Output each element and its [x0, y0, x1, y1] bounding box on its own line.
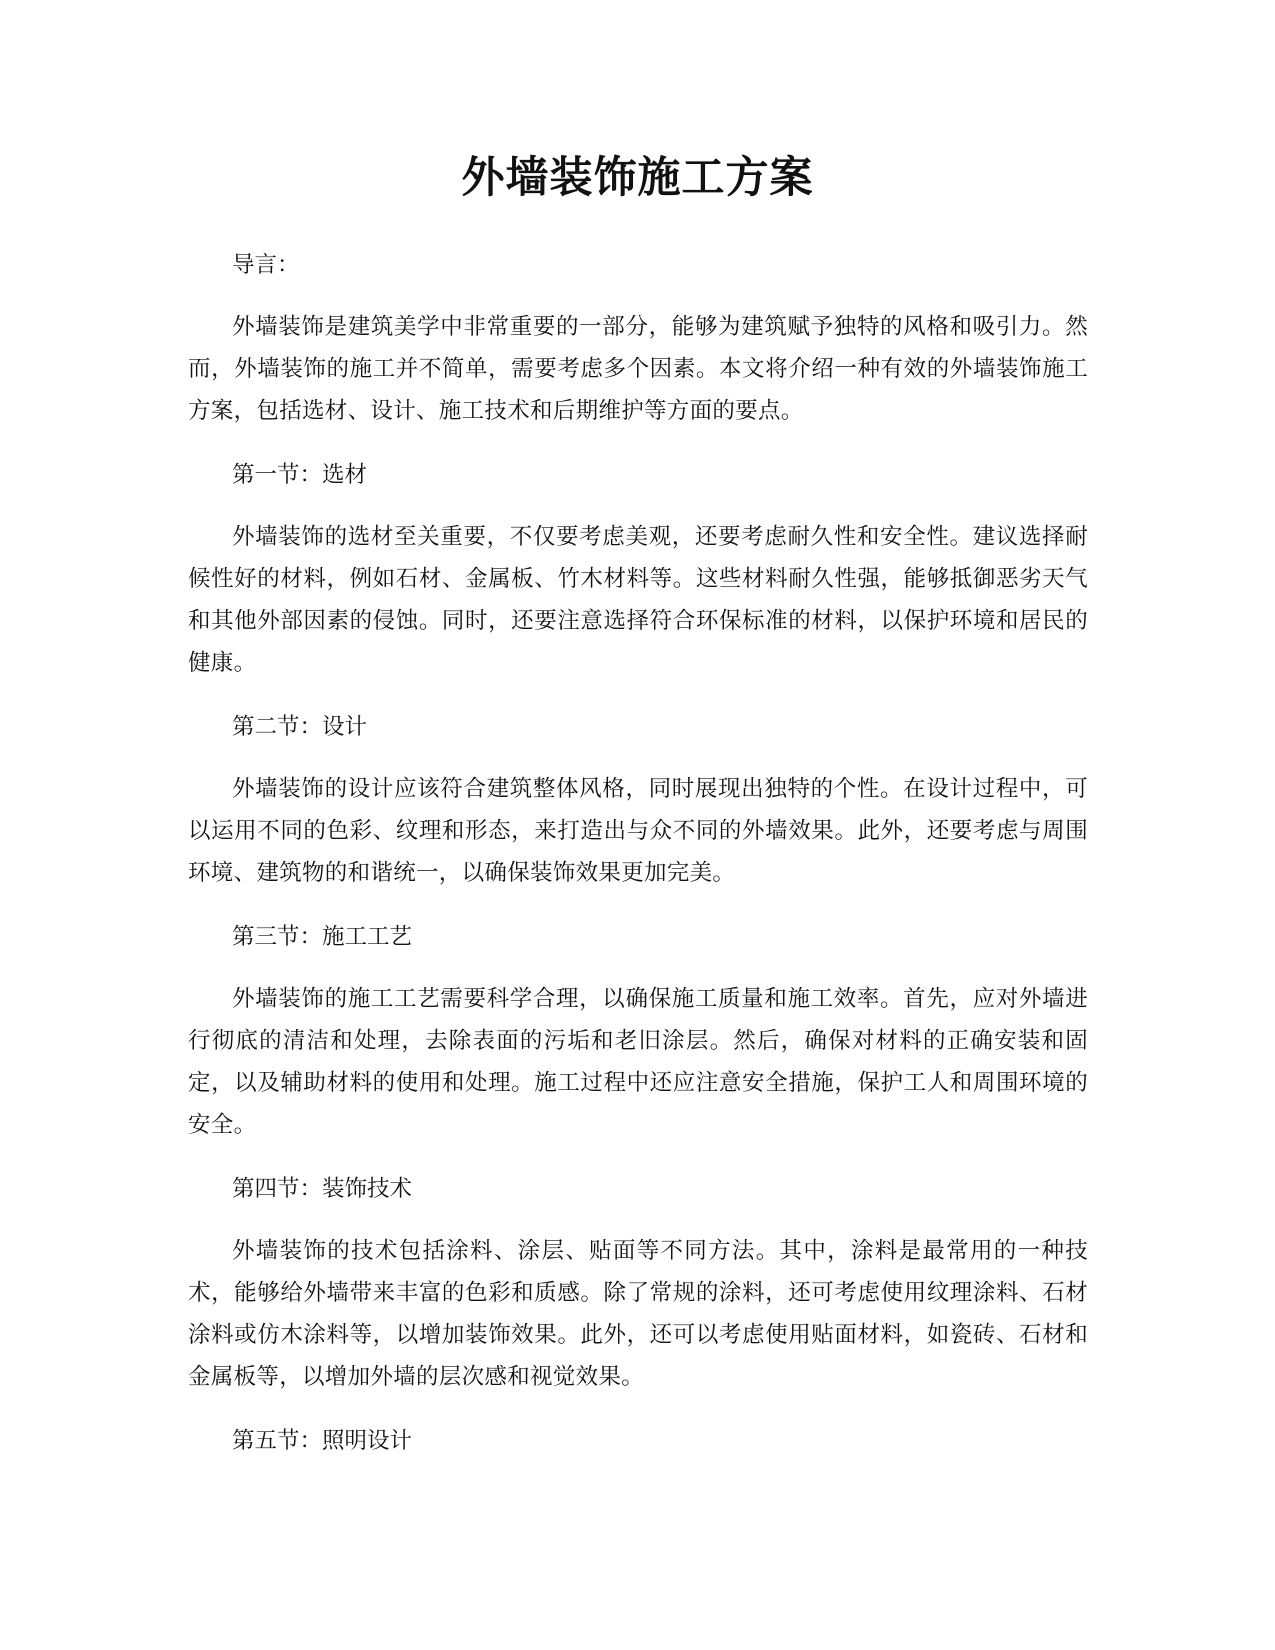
- section-heading-4: 第四节：装饰技术: [232, 1176, 413, 1202]
- section-paragraph-2: 外墙装饰的设计应该符合建筑整体风格，同时展现出独特的个性。在设计过程中，可以运用不同的色彩、纹理和形态，来打造出与众不同的外墙效果。此外，还要考虑与周围环境、建筑物的和谐统一，以确保装饰效果更加完美。: [188, 776, 1088, 886]
- document-title: 外墙装饰施工方案: [461, 153, 814, 203]
- section-heading-1: 第一节：选材: [232, 462, 368, 488]
- section-paragraph-4: 外墙装饰的技术包括涂料、涂层、贴面等不同方法。其中，涂料是最常用的一种技术，能够给外墙带来丰富的色彩和质感。除了常规的涂料，还可考虑使用纹理涂料、石材涂料或仿木涂料等，以增加装饰效果。此外，还可以考虑使用贴面材料，如瓷砖、石材和金属板等，以增加外墙的层次感和视觉效果。: [188, 1238, 1088, 1390]
- intro-heading: 导言：: [232, 252, 300, 278]
- intro-paragraph: 外墙装饰是建筑美学中非常重要的一部分，能够为建筑赋予独特的风格和吸引力。然而，外墙装饰的施工并不简单，需要考虑多个因素。本文将介绍一种有效的外墙装饰施工方案，包括选材、设计、施工技术和后期维护等方面的要点。: [188, 314, 1088, 424]
- section-paragraph-1: 外墙装饰的选材至关重要，不仅要考虑美观，还要考虑耐久性和安全性。建议选择耐候性好的材料，例如石材、金属板、竹木材料等。这些材料耐久性强，能够抵御恶劣天气和其他外部因素的侵蚀。同时，还要注意选择符合环保标准的材料，以保护环境和居民的健康。: [188, 524, 1088, 676]
- section-heading-5: 第五节：照明设计: [232, 1428, 413, 1454]
- document-body: [188, 246, 1088, 1460]
- section-heading-3: 第三节：施工工艺: [232, 924, 413, 950]
- section-heading-2: 第二节：设计: [232, 714, 368, 740]
- section-paragraph-3: 外墙装饰的施工工艺需要科学合理，以确保施工质量和施工效率。首先，应对外墙进行彻底的清洁和处理，去除表面的污垢和老旧涂层。然后，确保对材料的正确安装和固定，以及辅助材料的使用和处理。施工过程中还应注意安全措施，保护工人和周围环境的安全。: [188, 986, 1088, 1138]
